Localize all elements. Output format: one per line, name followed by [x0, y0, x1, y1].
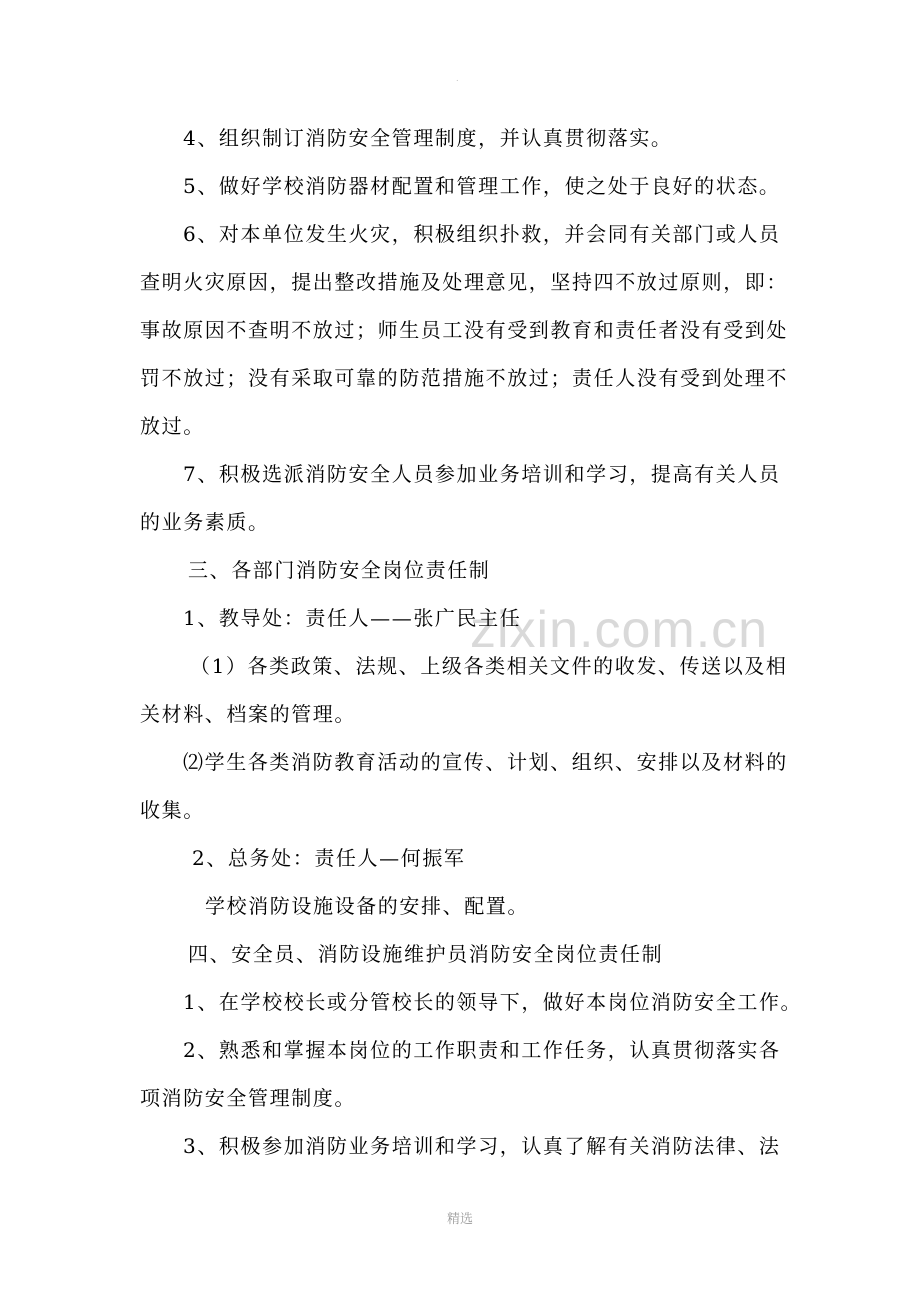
section-heading: 三、各部门消防安全岗位责任制: [188, 558, 491, 582]
paragraph-line: 事故原因不查明不放过；师生员工没有受到教育和责任者没有受到处: [140, 318, 788, 342]
paragraph-line: 项消防安全管理制度。: [140, 1086, 356, 1110]
paragraph-line: （1）各类政策、法规、上级各类相关文件的收发、传送以及相: [190, 654, 788, 678]
paragraph-line: 1、在学校校长或分管校长的领导下，做好本岗位消防安全工作。: [183, 990, 803, 1014]
paragraph-line: 4、组织制订消防安全管理制度，并认真贯彻落实。: [183, 126, 673, 150]
paragraph-line: 关材料、档案的管理。: [140, 702, 356, 726]
paragraph-line: 罚不放过；没有采取可靠的防范措施不放过；责任人没有受到处理不: [140, 366, 788, 390]
paragraph-line: 放过。: [140, 414, 205, 438]
paragraph-line: 2、总务处：责任人—何振军: [192, 846, 466, 870]
paragraph-line: 1、教导处：责任人——张广民主任: [183, 606, 522, 630]
paragraph-line: 的业务素质。: [140, 510, 270, 534]
paragraph-line: 7、积极选派消防安全人员参加业务培训和学习，提高有关人员: [183, 462, 781, 486]
paragraph-line: 学校消防设施设备的安排、配置。: [205, 894, 529, 918]
section-heading: 四、安全员、消防设施维护员消防安全岗位责任制: [188, 942, 664, 966]
paragraph-line: 收集。: [140, 798, 205, 822]
paragraph-line: ⑵学生各类消防教育活动的宣传、计划、组织、安排以及材料的: [183, 750, 788, 774]
paragraph-line: 查明火灾原因，提出整改措施及处理意见，坚持四不放过原则，即：: [140, 270, 788, 294]
top-mark: .: [456, 74, 459, 83]
watermark: zixin.com.cn: [470, 601, 769, 659]
paragraph-line: 6、对本单位发生火灾，积极组织扑救，并会同有关部门或人员: [183, 222, 781, 246]
page-footer: 精选: [446, 1212, 473, 1227]
paragraph-line: 5、做好学校消防器材配置和管理工作，使之处于良好的状态。: [183, 174, 781, 198]
paragraph-line: 3、积极参加消防业务培训和学习，认真了解有关消防法律、法: [183, 1134, 781, 1158]
paragraph-line: 2、熟悉和掌握本岗位的工作职责和工作任务，认真贯彻落实各: [183, 1038, 781, 1062]
